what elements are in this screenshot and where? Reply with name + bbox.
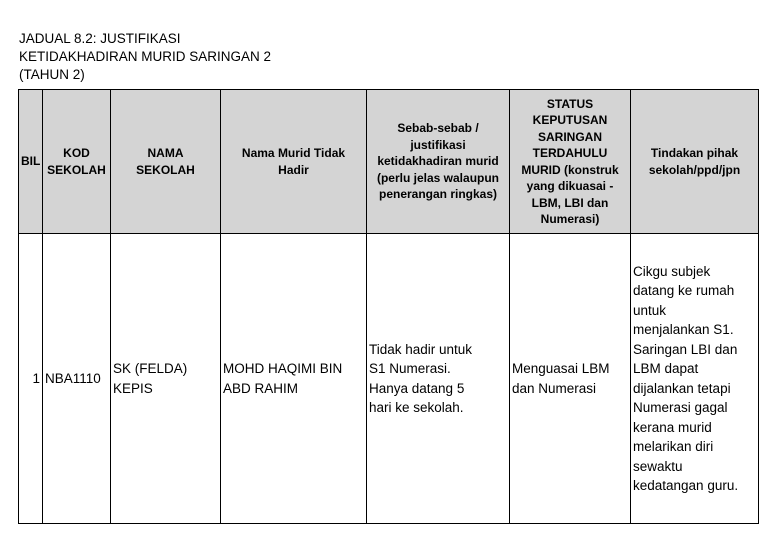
header-line: LBM, LBI dan — [531, 195, 609, 210]
header-sebab — [367, 90, 510, 234]
cell-line: untuk — [633, 302, 667, 318]
cell-line: LBM dapat — [633, 361, 699, 376]
cell-line: S1 Numerasi. — [369, 361, 451, 376]
cell-line: dijalankan tetapi — [633, 380, 731, 396]
header-tindakan — [631, 90, 759, 234]
header-line: SEKOLAH — [136, 162, 195, 177]
header-line: STATUS — [546, 96, 594, 111]
cell-status — [510, 234, 631, 524]
header-line: penerangan ringkas) — [378, 187, 498, 202]
cell-line: Menguasai LBM — [512, 361, 610, 376]
title-line: KETIDAKHADIRAN MURID SARINGAN 2 — [19, 49, 272, 64]
header-line: Nama Murid Tidak — [241, 146, 346, 160]
table-header — [19, 90, 759, 234]
header-line: (perlu jelas walaupun — [376, 170, 500, 185]
header-row — [19, 90, 759, 234]
cell-line: Saringan LBI dan — [633, 341, 738, 357]
title-line: (TAHUN 2) — [19, 67, 85, 82]
header-line: Numerasi) — [540, 212, 600, 226]
cell-line: datang ke rumah — [633, 283, 735, 298]
header-line: sekolah/ppd/jpn — [648, 162, 741, 177]
cell-line: KEPIS — [113, 380, 153, 396]
cell-sebab — [367, 234, 510, 524]
cell-line: MOHD HAQIMI BIN — [223, 361, 343, 376]
cell-line: kerana murid — [633, 419, 712, 435]
header-line: yang dikuasai - — [526, 179, 614, 193]
cell-line: menjalankan S1. — [633, 322, 734, 337]
header-line: justifikasi — [410, 137, 466, 152]
cell-line: SK (FELDA) — [113, 361, 188, 376]
header-line: KOD — [63, 146, 90, 160]
cell-nama-murid — [221, 234, 367, 524]
header-line: ketidakhadiran murid — [377, 154, 499, 169]
header-line: SARINGAN — [537, 129, 602, 144]
header-line: TERDAHULU — [532, 146, 608, 160]
header-kod-sekolah — [43, 90, 111, 234]
cell-line: sewaktu — [633, 458, 683, 474]
header-line: NAMA — [147, 146, 184, 160]
cell-line: Numerasi gagal — [633, 400, 728, 415]
table-row — [19, 234, 759, 524]
cell-kod-sekolah: NBA1110 — [43, 234, 111, 524]
cell-bil: 1 — [19, 234, 43, 524]
table-body — [19, 234, 759, 524]
cell-line: Cikgu subjek — [633, 263, 711, 279]
header-bil — [19, 90, 43, 234]
cell-line: Tidak hadir untuk — [369, 341, 473, 357]
document-title — [19, 30, 439, 84]
header-line: Sebab-sebab / — [397, 121, 479, 136]
title-line: JADUAL 8.2: JUSTIFIKASI — [19, 31, 181, 46]
cell-tindakan — [631, 234, 759, 524]
header-line: KEPUTUSAN — [532, 113, 608, 127]
justification-table — [18, 89, 759, 524]
header-status — [510, 90, 631, 234]
cell-line: melarikan diri — [633, 439, 714, 454]
cell-line: dan Numerasi — [512, 380, 597, 396]
header-nama-sekolah — [111, 90, 221, 234]
cell-line: hari ke sekolah. — [369, 400, 464, 415]
cell-line: Hanya datang 5 — [369, 380, 465, 396]
header-line: MURID (konstruk — [521, 162, 619, 177]
header-line: Hadir — [278, 162, 309, 177]
header-line: SEKOLAH — [47, 162, 106, 177]
cell-line: ABD RAHIM — [223, 380, 299, 396]
header-bil-label: BIL — [21, 154, 41, 169]
cell-nama-sekolah — [111, 234, 221, 524]
cell-line: kedatangan guru. — [633, 478, 739, 493]
header-nama-murid — [221, 90, 367, 234]
header-line: Tindakan pihak — [650, 146, 739, 160]
